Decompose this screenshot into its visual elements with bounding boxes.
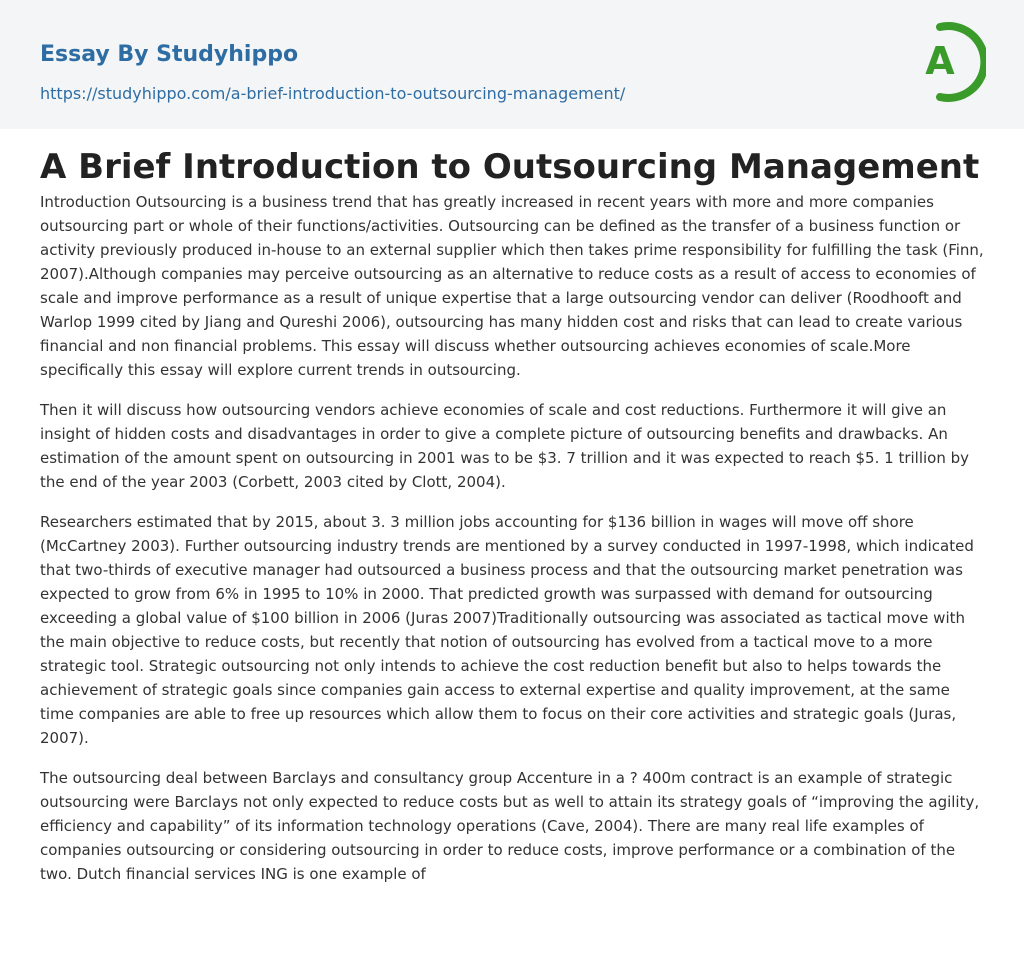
article-paragraph: Then it will discuss how outsourcing vendors achieve economies of scale and cost reductions. Furthermore it will give an insight of hidden costs and disadvantages in order to give a complete picture of outsourcing benefits and drawbacks. An estimation of the amount spent on outsourcing in 2001 was to be $3. 7 trillion and it was expected to reach $5. 1 trillion by the end of the year 2003 (Corbett, 2003 cited by Clott, 2004). [40,401,970,491]
logo-letter: A [925,39,955,83]
article [40,144,984,902]
studyhippo-logo-icon[interactable] [910,18,986,106]
article-paragraph: The outsourcing deal between Barclays and consultancy group Accenture in a ? 400m contract is an example of strategic outsourcing were Barclays not only expected to reduce costs but as well to attain its strategy goals of “improving the agility, efficiency and capability” of its information technology operations (Cave, 2004). There are many real life examples of companies outsourcing or considering outsourcing in order to reduce costs, improve performance or a combination of the two. Dutch financial services ING is one example of [40,769,980,883]
site-header [0,0,1024,129]
site-brand[interactable]: Essay By Studyhippo [40,42,299,67]
essay-url-link[interactable]: https://studyhippo.com/a-brief-introduction-to-outsourcing-management/ [40,84,626,103]
article-title: A Brief Introduction to Outsourcing Management [40,147,980,187]
article-paragraph: Researchers estimated that by 2015, about 3. 3 million jobs accounting for $136 billion in wages will move off shore (McCartney 2003). Further outsourcing industry trends are mentioned by a survey conducted in 1997-1998, which indicated that two-thirds of executive manager had outsourced a business process and that the outsourcing market penetration was expected to grow from 6% in 1995 to 10% in 2000. That predicted growth was surpassed with demand for outsourcing exceeding a global value of $100 billion in 2006 (Juras 2007)Traditionally outsourcing was associated as tactical move with the main objective to reduce costs, but recently that notion of outsourcing has evolved from a tactical move to a more strategic tool. Strategic outsourcing not only intends to achieve the cost reduction benefit but also to helps towards the achievement of strategic goals since companies gain access to external expertise and quality improvement, at the same time companies are able to free up resources which allow them to focus on their core activities and strategic goals (Juras, 2007). [40,513,974,747]
article-paragraph: Introduction Outsourcing is a business trend that has greatly increased in recent years with more and more companies outsourcing part or whole of their functions/activities. Outsourcing can be defined as the transfer of a business function or activity previously produced in-house to an external supplier which then takes prime responsibility for fulfilling the task (Finn, 2007).Although companies may perceive outsourcing as an alternative to reduce costs as a result of access to economies of scale and improve performance as a result of unique expertise that a large outsourcing vendor can deliver (Roodhooft and Warlop 1999 cited by Jiang and Qureshi 2006), outsourcing has many hidden cost and risks that can lead to create various financial and non financial problems. This essay will discuss whether outsourcing achieves economies of scale.More specifically this essay will explore current trends in outsourcing. [40,193,984,379]
